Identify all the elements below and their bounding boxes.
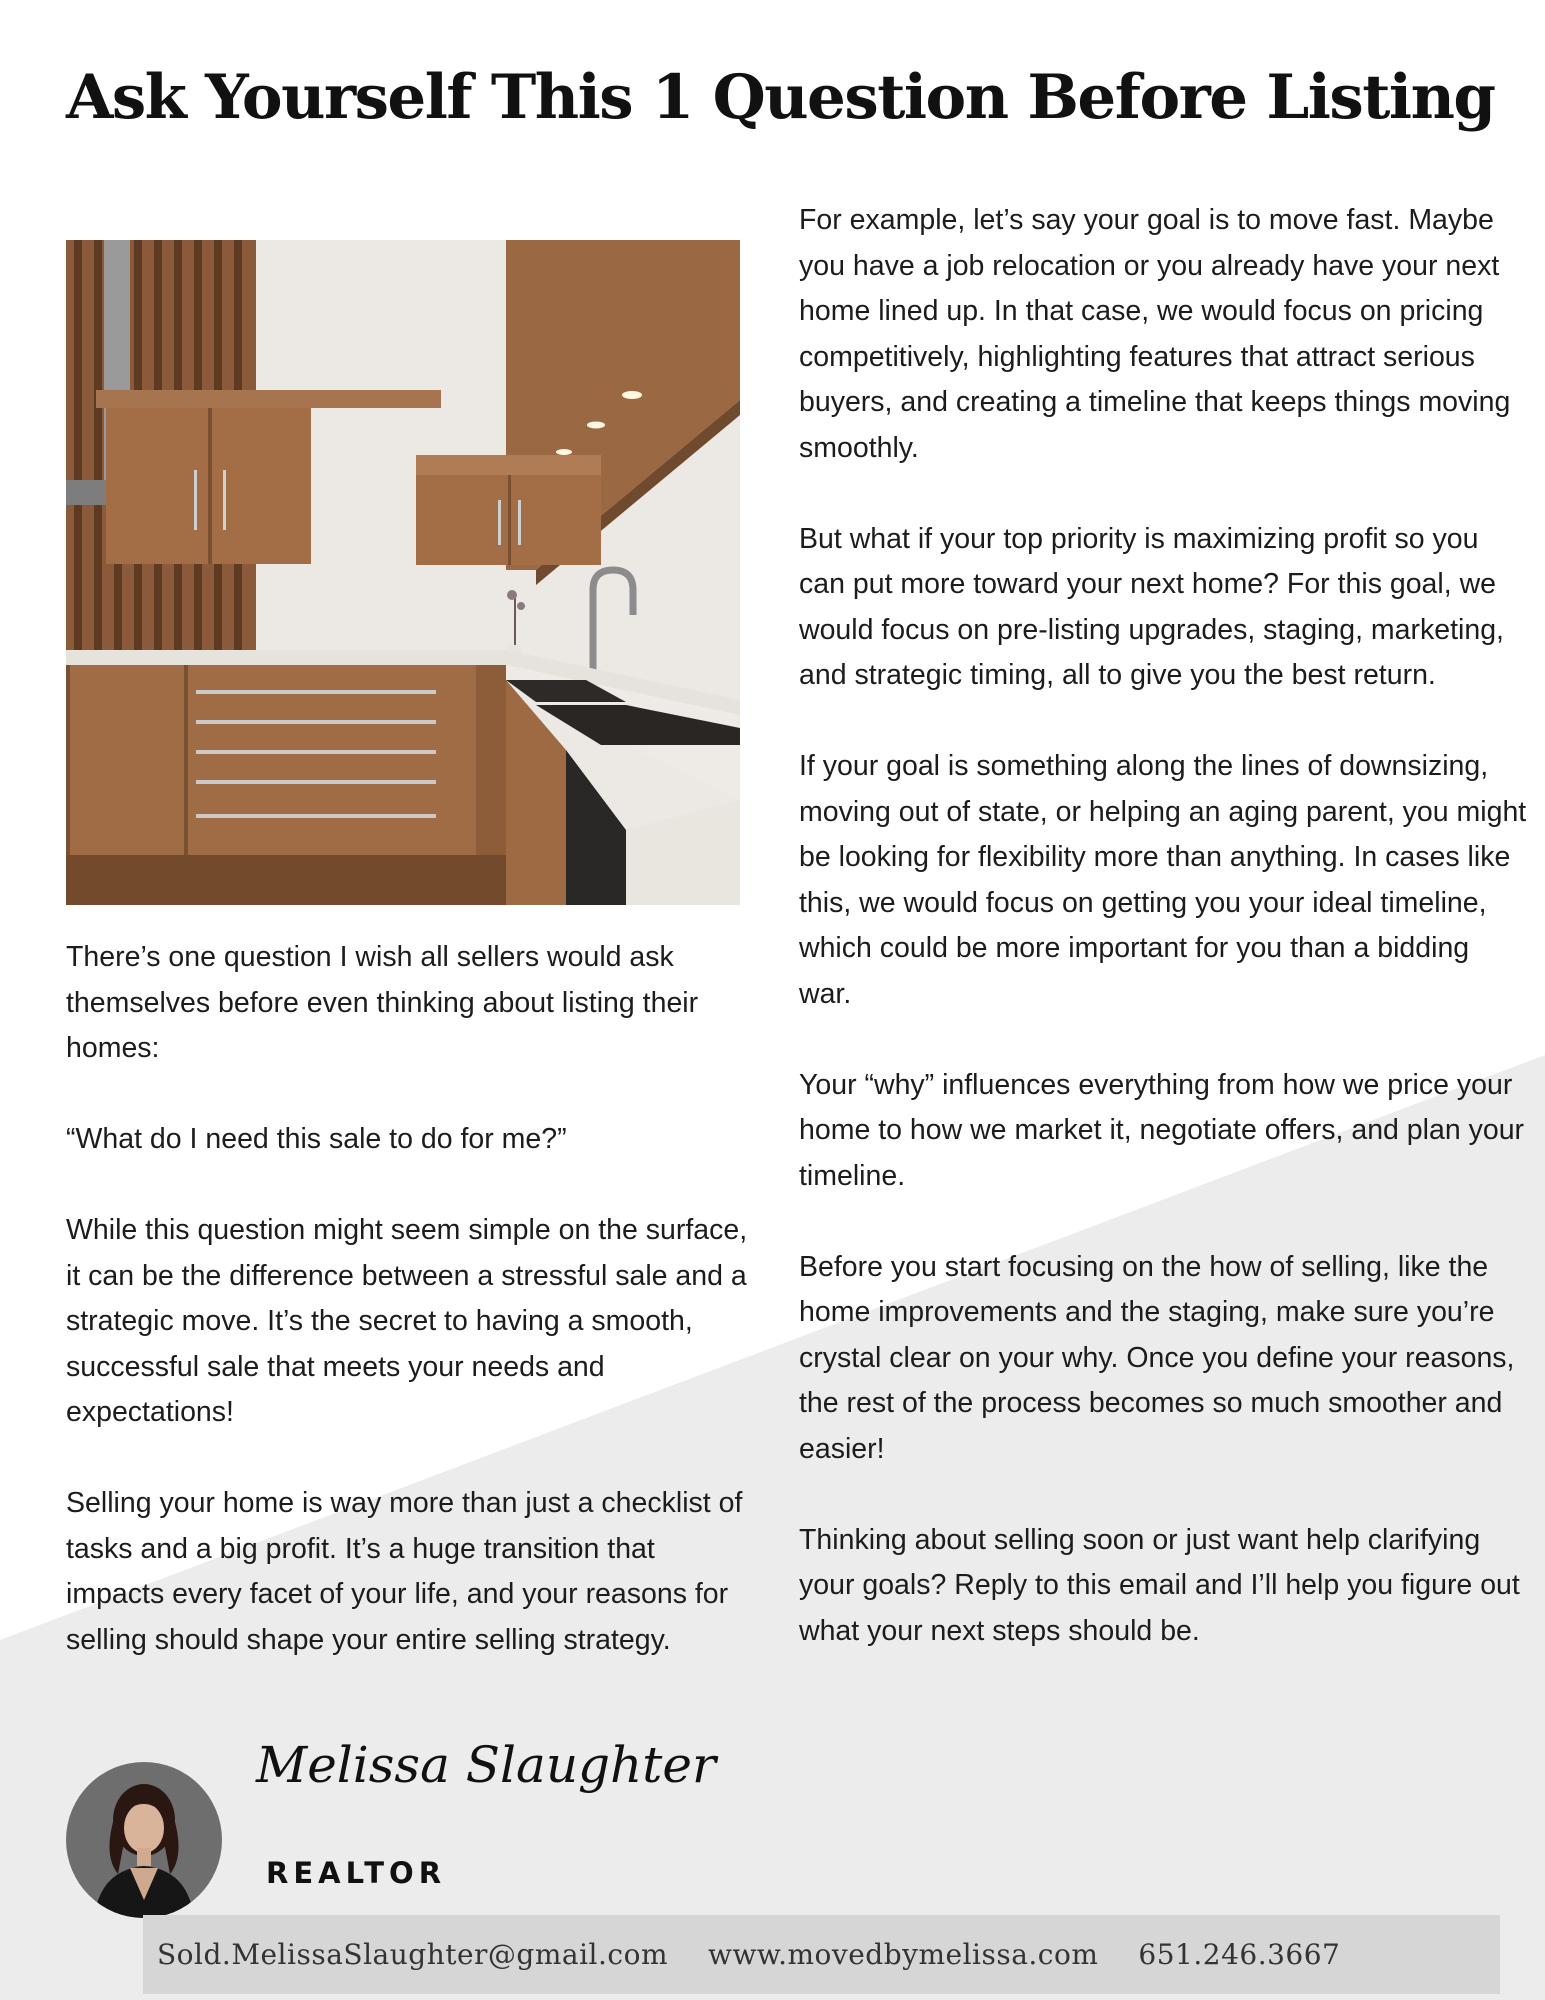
contact-phone[interactable]: 651.246.3667: [1138, 1938, 1341, 1971]
paragraph: Selling your home is way more than just a checklist of tasks and a big profit. It’s a huge transition that impacts every facet of your life, and your reasons for selling should shape your entire selling strategy.: [66, 1487, 743, 1656]
contact-website[interactable]: www.movedbymelissa.com: [708, 1938, 1099, 1971]
paragraph: Thinking about selling soon or just want help clarifying your goals? Reply to this email and I’ll help you figure out what your next steps should be.: [799, 1523, 1520, 1647]
quote-paragraph: “What do I need this sale to do for me?”: [66, 1123, 567, 1155]
paragraph: For example, let’s say your goal is to move fast. Maybe you have a job relocation or you already have your next home lined up. In that case, we would focus on pricing competitively, highlighting features that attract serious buyers, and creating a timeline that keeps things moving smoothly.: [799, 204, 1511, 464]
paragraph: There’s one question I wish all sellers would ask themselves before even thinking about listing their homes:: [66, 941, 699, 1064]
right-column: [799, 198, 1529, 1654]
paragraph: Your “why” influences everything from how we price your home to how we market it, negotiate offers, and plan your timeline.: [799, 1068, 1525, 1192]
paragraph: Before you start focusing on the how of selling, like the home improvements and the staging, make sure you’re crystal clear on your why. Once you define your reasons, the rest of the process becomes so much smoother and easier!: [799, 1250, 1515, 1465]
paragraph: But what if your top priority is maximizing profit so you can put more toward your next home? For this goal, we would focus on pre-listing upgrades, staging, marketing, and strategic timing, all to give you the best return.: [799, 522, 1504, 691]
contact-bar: [143, 1915, 1500, 1994]
kitchen-photo: [66, 240, 740, 905]
agent-portrait: [66, 1762, 222, 1918]
paragraph: While this question might seem simple on the surface, it can be the difference between a stressful sale and a strategic move. It’s the secret to having a smooth, successful sale that meets your needs and expectations!: [66, 1214, 748, 1428]
contact-email[interactable]: Sold.MelissaSlaughter@gmail.com: [157, 1938, 668, 1971]
agent-role: REALTOR: [266, 1856, 447, 1890]
left-column: [66, 935, 756, 1663]
paragraph: If your goal is something along the lines of downsizing, moving out of state, or helping an aging parent, you might be looking for flexibility more than anything. In cases like this, we would focus on getting you your ideal timeline, which could be more important for you than a bidding war.: [799, 750, 1527, 1010]
page-title: Ask Yourself This 1 Question Before Listing: [66, 62, 1495, 133]
agent-signature: Melissa Slaughter: [256, 1736, 716, 1794]
